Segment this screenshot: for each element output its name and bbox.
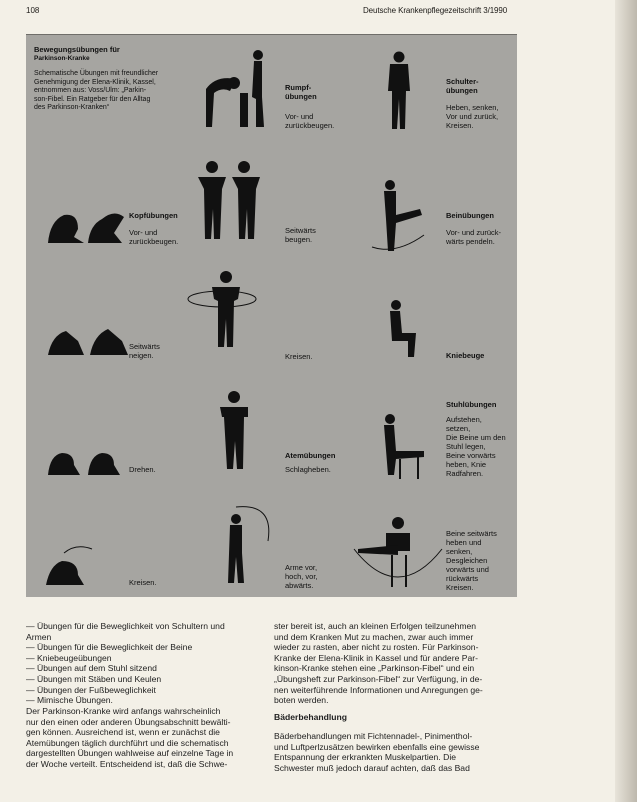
label-seitwaerts-beugen: Seitwärts beugen.: [285, 226, 316, 244]
bullet-item: — Übungen für die Beweglichkeit von Schultern und: [26, 621, 225, 631]
label-kopf-text: Vor- und zurückbeugen.: [129, 228, 179, 246]
bullet-item: — Übungen mit Stäben und Keulen: [26, 673, 162, 684]
left-column-paragraph: Der Parkinson-Kranke wird anfangs wahrscheinlich nur den einen oder anderen Übungsabschnitt bewälti- gen können. Ausreichend ist, wenn er zunächst die Atemübungen täglich durchführt und die schematisch dargestellten Übungen wahlweise auf einzelne Tage in der Woche verteilt. Entscheidend ist, daß die Schwe-: [26, 706, 234, 769]
standing-figure: [381, 51, 421, 131]
bullet-item: Armen: [26, 631, 52, 642]
section-title-baederbehandlung: Bäderbehandlung: [274, 712, 348, 722]
label-atem-text: Schlagheben.: [285, 465, 331, 474]
bullet-item: — Mimische Übungen.: [26, 695, 113, 706]
left-column-bullets: [26, 621, 262, 706]
label-bein-text: Vor- und zurück- wärts pendeln.: [446, 228, 502, 246]
page-number: 108: [26, 6, 40, 15]
label-stuhl-text: Aufstehen, setzen, Die Beine um den Stuhl legen, Beine vorwärts heben, Knie Radfahren.: [446, 415, 506, 478]
breathing-figure: [214, 391, 254, 471]
arm-raise-figure: [222, 497, 292, 587]
label-arme: Arme vor, hoch, vor, abwärts.: [285, 563, 318, 590]
label-stuhl-title: Stuhlübungen: [446, 400, 497, 409]
chair-exercise-figure: [378, 411, 438, 481]
label-seitwaerts-neigen: Seitwärts neigen.: [129, 342, 160, 360]
leg-swing-figure: [366, 175, 446, 255]
bending-figure: [196, 49, 276, 129]
exercise-illustration-panel: [26, 34, 517, 597]
head-circle-figure: [42, 535, 102, 590]
label-kniebeuge: Kniebeuge: [446, 351, 485, 360]
panel-subtitle: Parkinson-Kranke: [34, 55, 90, 62]
bullet-item: — Übungen auf dem Stuhl sitzend: [26, 663, 157, 674]
head-tilt-figure: [44, 315, 134, 360]
leg-spread-figure: [348, 515, 458, 590]
label-kreisen-mid: Kreisen.: [285, 352, 313, 361]
page-edge-shadow: [615, 0, 637, 802]
label-beine-spreiz: Beine seitwärts heben und senken, Desgleichen vorwärts und rückwärts Kreisen.: [446, 529, 497, 592]
panel-intro: Schematische Übungen mit freundlicher Genehmigung der Elena-Klinik, Kassel, entnommen aus: Voss/Ulm: „Parkin- son-Fibel. Ein Ratgeber für den Alltag des Parkinson-Kranken“: [34, 70, 159, 111]
label-schulter-text: Heben, senken, Vor und zurück, Kreisen.: [446, 103, 499, 130]
label-kreisen-bottom: Kreisen.: [129, 578, 157, 587]
label-rumpf-title: Rumpf- übungen: [285, 83, 317, 101]
section-text-baederbehandlung: Bäderbehandlungen mit Fichtennadel-, Pinimenthol- und Luftperlzusätzen bewirken ebenfalls eine gewisse Entspannung der erkrankten Muskelpartien. Die Schwester muß jedoch darauf achten, daß das Bad: [274, 731, 480, 773]
label-bein-title: Beinübungen: [446, 211, 494, 220]
label-drehen: Drehen.: [129, 465, 156, 474]
label-schulter-title: Schulter- übungen: [446, 77, 479, 95]
running-header: Deutsche Krankenpflegezeitschrift 3/1990: [363, 6, 508, 15]
right-column-paragraph: ster bereit ist, auch an kleinen Erfolgen teilzunehmen und dem Kranken Mut zu machen, zwar auch immer wieder zu rasten, aber nicht zu rosten. Für Parkinson- Kranke der Elena-Klinik in Kassel und für andere Par- kinson-Kranke stehen eine „Parkinson-Fibel“ und ein „Übungsheft zur Parkinson-Fibel“ zur Verfügung, in de- nen weiterführende Informationen und Anregungen ge- boten werden.: [274, 621, 483, 706]
label-rumpf-text: Vor- und zurückbeugen.: [285, 112, 335, 130]
label-atem-title: Atemübungen: [285, 451, 336, 460]
bullet-item: — Übungen für die Beweglichkeit der Beine: [26, 642, 193, 653]
bullet-item: — Kniebeugeübungen: [26, 652, 112, 663]
squat-figure: [384, 299, 424, 359]
arm-circle-figure: [186, 269, 266, 349]
label-kopf-title: Kopfübungen: [129, 211, 178, 220]
head-exercise-figure: [44, 203, 134, 248]
panel-title: Bewegungsübungen für: [34, 45, 120, 54]
head-turn-figure: [44, 433, 134, 478]
side-bend-figures: [196, 159, 286, 249]
bullet-item: — Übungen der Fußbeweglichkeit: [26, 684, 156, 695]
